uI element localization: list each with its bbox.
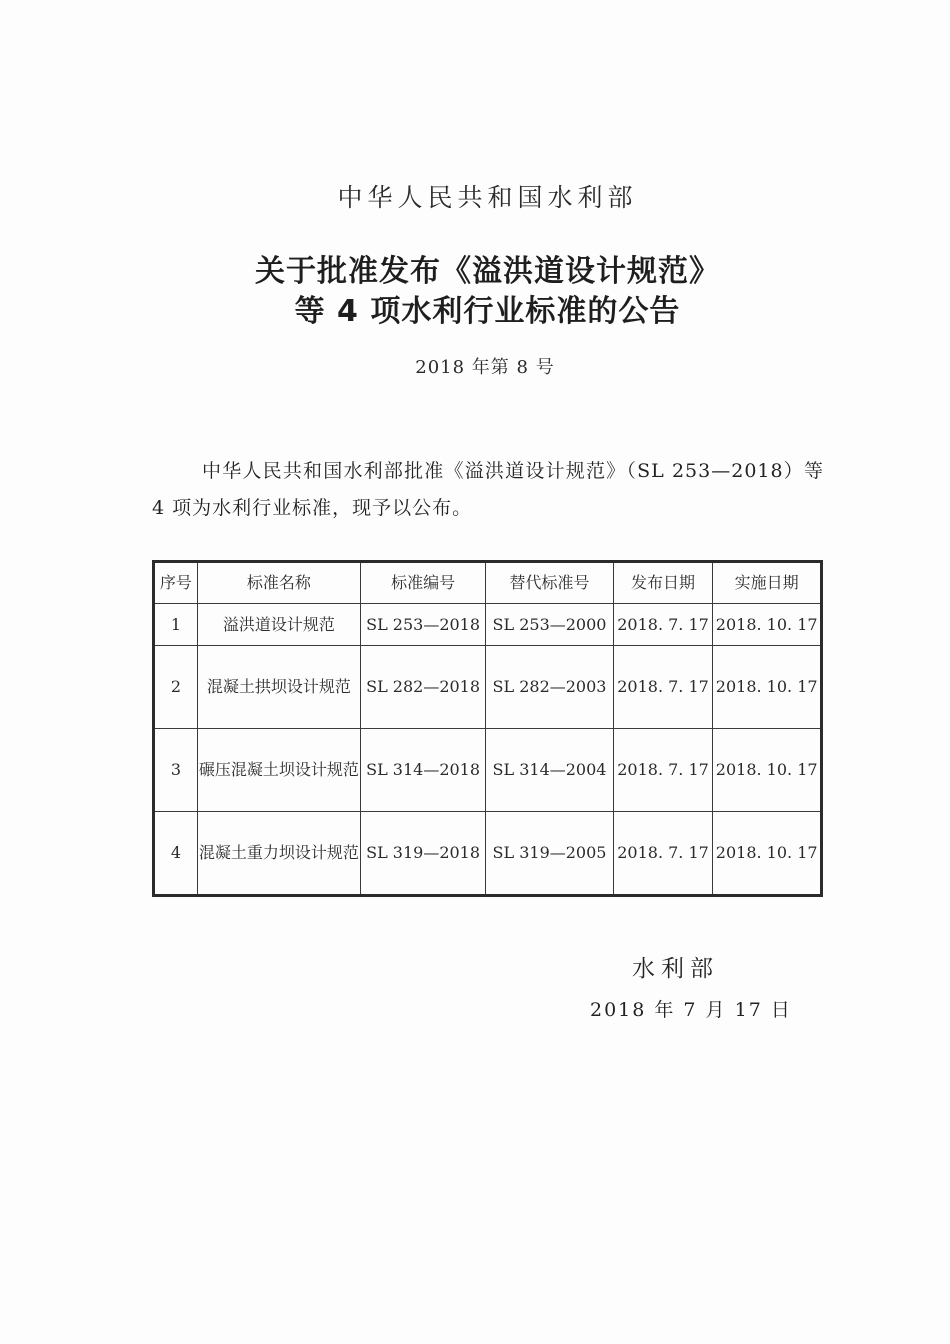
cell-publish-date: 2018. 7. 17 — [613, 604, 713, 646]
cell-standard-code: SL 314—2018 — [360, 729, 485, 812]
header-standard-code: 标准编号 — [360, 562, 485, 604]
document-number: 2018 年第 8 号 — [415, 357, 555, 378]
cell-standard-name: 溢洪道设计规范 — [197, 604, 360, 646]
cell-seq: 2 — [154, 646, 198, 729]
announcement-body: 中华人民共和国水利部批准《溢洪道设计规范》（SL 253—2018）等 4 项为水利行业标准，现予以公布。 — [152, 460, 824, 519]
standards-table — [152, 560, 823, 897]
issuer-name: 中华人民共和国水利部 — [337, 183, 638, 212]
cell-replaced-code: SL 319—2005 — [486, 812, 613, 896]
cell-standard-name: 混凝土拱坝设计规范 — [197, 646, 360, 729]
cell-replaced-code: SL 314—2004 — [486, 729, 613, 812]
cell-effective-date: 2018. 10. 17 — [713, 812, 822, 896]
cell-seq: 3 — [154, 729, 198, 812]
cell-standard-code: SL 253—2018 — [360, 604, 485, 646]
header-publish-date: 发布日期 — [613, 562, 713, 604]
header-replaced-code: 替代标准号 — [486, 562, 613, 604]
cell-standard-name: 混凝土重力坝设计规范 — [197, 812, 360, 896]
cell-standard-code: SL 319—2018 — [360, 812, 485, 896]
table-header-row — [154, 562, 822, 604]
cell-effective-date: 2018. 10. 17 — [713, 604, 822, 646]
cell-replaced-code: SL 253—2000 — [486, 604, 613, 646]
cell-effective-date: 2018. 10. 17 — [713, 646, 822, 729]
cell-publish-date: 2018. 7. 17 — [613, 812, 713, 896]
table-row — [154, 812, 822, 896]
header-seq: 序号 — [154, 562, 198, 604]
announcement-title-line-2: 等 4 项水利行业标准的公告 — [294, 294, 681, 329]
header-effective-date: 实施日期 — [713, 562, 822, 604]
signing-authority: 水利部 — [632, 956, 719, 982]
cell-publish-date: 2018. 7. 17 — [613, 646, 713, 729]
signing-date: 2018 年 7 月 17 日 — [590, 999, 792, 1021]
header-standard-name: 标准名称 — [197, 562, 360, 604]
cell-replaced-code: SL 282—2003 — [486, 646, 613, 729]
cell-effective-date: 2018. 10. 17 — [713, 729, 822, 812]
table-row — [154, 646, 822, 729]
table-row — [154, 604, 822, 646]
cell-seq: 1 — [154, 604, 198, 646]
cell-standard-code: SL 282—2018 — [360, 646, 485, 729]
table-row — [154, 729, 822, 812]
cell-seq: 4 — [154, 812, 198, 896]
cell-publish-date: 2018. 7. 17 — [613, 729, 713, 812]
announcement-title-line-1: 关于批准发布《溢洪道设计规范》 — [255, 254, 720, 289]
cell-standard-name: 碾压混凝土坝设计规范 — [197, 729, 360, 812]
